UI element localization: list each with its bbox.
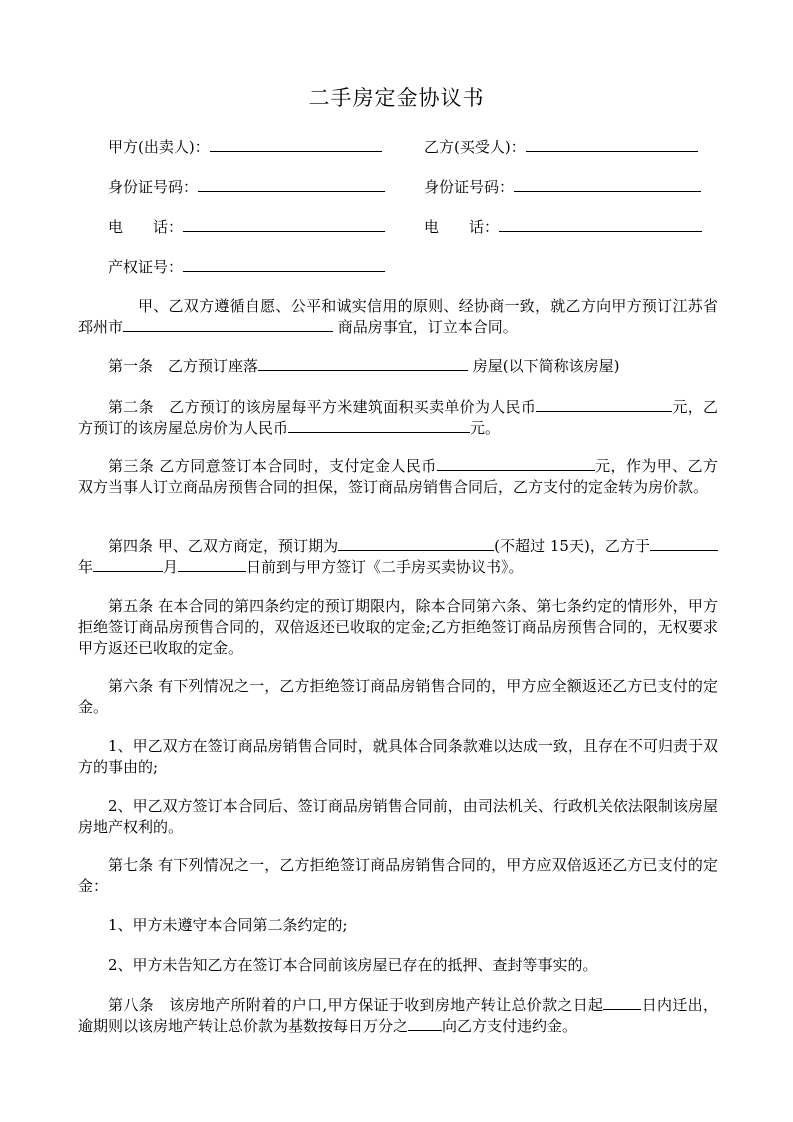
article-4-text-2: (不超过 15天)，乙方于 [494, 537, 650, 555]
article-1-text-1: 第一条 乙方预订座落 [108, 357, 259, 375]
id-a-blank[interactable] [198, 177, 385, 192]
id-a-label: 身份证号码： [108, 178, 199, 196]
party-b-label: 乙方(买受人)： [424, 138, 526, 156]
move-days-blank[interactable] [603, 995, 641, 1010]
property-cert-blank[interactable] [183, 257, 385, 272]
article-3 [78, 456, 718, 498]
article-8-text-1: 第八条 该房地产所附着的户口,甲方保证于收到房地产转让总价款之日起 [108, 996, 604, 1014]
article-7: 第七条 有下列情况之一，乙方拒绝签订商品房销售合同的，甲方应双倍返还乙方已支付的定金： [78, 856, 718, 895]
phone-b-label: 电 话： [424, 218, 500, 236]
id-a-field [108, 176, 385, 198]
phone-b-field [424, 216, 702, 238]
article-4 [78, 536, 718, 578]
penalty-rate-blank[interactable] [408, 1016, 442, 1031]
property-cert-field [108, 256, 385, 278]
id-b-label: 身份证号码： [424, 178, 515, 196]
article-1 [78, 356, 718, 377]
article-2-text-2: 元，乙方预订的该房屋总房价为人民币 [78, 398, 718, 437]
phone-a-field [108, 216, 385, 238]
article-8-text-2: 日内迁出，逾期则以该房地产转让总价款为基数按每日万分之 [78, 996, 718, 1035]
party-b-blank[interactable] [526, 137, 698, 152]
article-2-text-1: 第二条 乙方预订的该房屋每平方米建筑面积买卖单价为人民币 [108, 398, 537, 416]
deposit-blank[interactable] [437, 456, 595, 471]
phone-a-blank[interactable] [183, 217, 385, 232]
phone-b-blank[interactable] [499, 217, 702, 232]
article-3-text-1: 第三条 乙方同意签订本合同时，支付定金人民币 [108, 457, 437, 475]
party-a-label: 甲方(出卖人)： [108, 138, 210, 156]
article-2 [78, 397, 718, 439]
party-a-blank[interactable] [210, 137, 382, 152]
day-blank[interactable] [178, 557, 246, 572]
id-b-field [424, 176, 701, 198]
article-1-blank[interactable] [258, 356, 468, 371]
year-blank[interactable] [650, 536, 718, 551]
article-4-text-3: 年 [78, 558, 94, 576]
unit-price-blank[interactable] [536, 397, 672, 412]
article-7-item-2: 2、甲方未告知乙方在签订本合同前该房屋已存在的抵押、查封等事实的。 [108, 956, 598, 974]
phone-a-label: 电 话： [108, 218, 184, 236]
intro-text-1: 甲、乙双方遵循自愿、公平和诚实信用的原则、经协商一致，就乙方向甲方预订江苏省邳州市 [78, 297, 718, 336]
article-5: 第五条 在本合同的第四条约定的预订期限内，除本合同第六条、第七条约定的情形外，甲方拒绝签订商品房预售合同的，双倍返还已收取的定金;乙方拒绝签订商品房预售合同的，无权要求甲方返还已收取的定金。 [78, 597, 718, 657]
intro-text-2: 商品房事宜，订立本合同。 [333, 318, 518, 336]
article-8-text-3: 向乙方支付违约金。 [442, 1017, 578, 1035]
article-2-text-3: 元。 [470, 419, 501, 437]
article-7-item-1: 1、甲方未遵守本合同第二条约定的; [108, 916, 348, 934]
reservation-period-blank[interactable] [338, 536, 494, 551]
property-cert-label: 产权证号： [108, 258, 184, 276]
article-6: 第六条 有下列情况之一，乙方拒绝签订商品房销售合同的，甲方应全额返还乙方已支付的定金。 [78, 677, 718, 716]
month-blank[interactable] [93, 557, 163, 572]
article-3-text-2: 元，作为甲、乙方双方当事人订立商品房预售合同的担保，签订商品房销售合同后，乙方支付的定金转为房价款。 [78, 457, 718, 496]
article-6-item-1: 1、甲乙双方在签订商品房销售合同时，就具体合同条款难以达成一致，且存在不可归责于双方的事由的; [78, 737, 718, 776]
id-b-blank[interactable] [514, 177, 701, 192]
article-1-text-2: 房屋(以下简称该房屋) [468, 357, 620, 375]
intro-paragraph [78, 296, 718, 338]
article-6-item-2: 2、甲乙双方签订本合同后、签订商品房销售合同前，由司法机关、行政机关依法限制该房屋房地产权利的。 [78, 797, 718, 836]
article-4-text-4: 月 [163, 558, 179, 576]
article-4-text-5: 日前到与甲方签订《二手房买卖协议书》。 [246, 558, 524, 576]
party-b-field [424, 136, 698, 158]
location-blank[interactable] [123, 317, 333, 332]
total-price-blank[interactable] [288, 418, 470, 433]
party-a-field [108, 136, 382, 158]
document-title: 二手房定金协议书 [308, 86, 485, 110]
article-8 [78, 995, 718, 1037]
article-4-text-1: 第四条 甲、乙双方商定，预订期为 [108, 537, 339, 555]
